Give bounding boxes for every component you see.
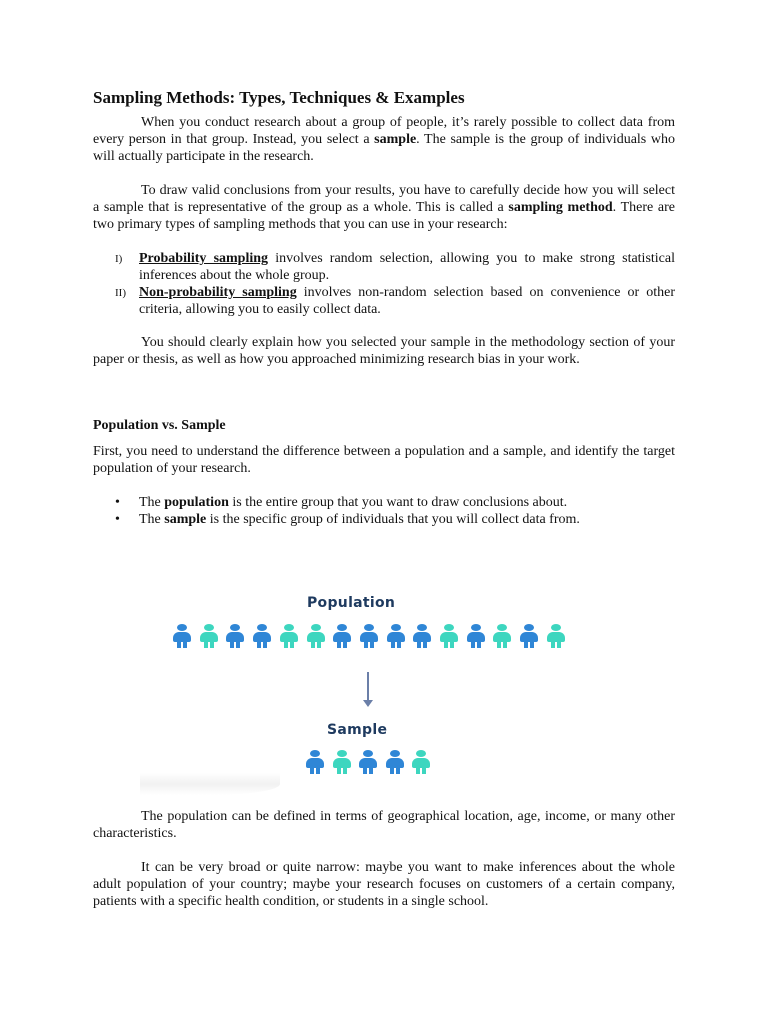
population-label: Population bbox=[307, 595, 396, 611]
list-item-text: involves random selection, allowing you to make strong statistical inferences about the whole group. bbox=[139, 251, 675, 283]
intro2-text-end: . There are two primary types of sampling methods that you can use in your research: bbox=[93, 200, 675, 232]
bullet-text: is the entire group that you want to draw conclusions about. bbox=[228, 495, 568, 510]
bullet-prefix: The bbox=[139, 495, 165, 510]
list-marker: I) bbox=[115, 253, 123, 265]
sample-term: sample bbox=[164, 512, 207, 527]
definition-list bbox=[93, 494, 675, 528]
sample-term: sample bbox=[374, 132, 417, 147]
population-term: population bbox=[164, 495, 229, 510]
intro-paragraph-1 bbox=[93, 114, 675, 165]
person-icon bbox=[280, 624, 298, 650]
sampling-method-term: sampling method bbox=[508, 200, 613, 215]
list-item-probability bbox=[93, 250, 675, 284]
person-icon bbox=[333, 624, 351, 650]
person-icon bbox=[333, 750, 351, 776]
person-icon bbox=[412, 750, 430, 776]
person-icon bbox=[359, 750, 377, 776]
population-sample-figure bbox=[140, 588, 580, 793]
person-icon bbox=[306, 750, 324, 776]
sampling-methods-list bbox=[93, 250, 675, 318]
population-scope-paragraph: It can be very broad or quite narrow: maybe you want to make inferences about the whole adult population of your country; maybe your research focuses on customers of a certain company, patients with a specific health condition, or students in a single school. bbox=[93, 860, 675, 909]
intro2-text: To draw valid conclusions from your results, you have to carefully decide how you will select a sample that is representative of the group as a whole. This is called a bbox=[93, 183, 675, 215]
document-title: Sampling Methods: Types, Techniques & Examples bbox=[93, 88, 465, 107]
population-definition-paragraph: The population can be defined in terms of geographical location, age, income, or many other characteristics. bbox=[93, 809, 675, 841]
bullet-icon: • bbox=[115, 512, 120, 527]
intro-paragraph-2 bbox=[93, 182, 675, 233]
bullet-text: is the specific group of individuals that you will collect data from. bbox=[206, 512, 580, 527]
figure-shadow bbox=[140, 773, 280, 795]
bullet-icon: • bbox=[115, 495, 120, 510]
person-icon bbox=[253, 624, 271, 650]
closing-paragraph: You should clearly explain how you selected your sample in the methodology section of your paper or thesis, as well as how you approached minimizing research bias in your work. bbox=[93, 335, 675, 367]
intro-text: When you conduct research about a group of people, it’s rarely possible to collect data from every person in that group. Instead, you select a bbox=[93, 115, 675, 147]
list-marker: II) bbox=[115, 287, 126, 299]
list-item-population bbox=[93, 494, 675, 511]
list-item-sample bbox=[93, 511, 675, 528]
list-item-non-probability bbox=[93, 284, 675, 318]
arrow-down-icon bbox=[361, 672, 375, 708]
non-probability-sampling-link[interactable]: Non-probability sampling bbox=[139, 285, 297, 300]
person-icon bbox=[307, 624, 325, 650]
person-icon bbox=[386, 750, 404, 776]
person-icon bbox=[440, 624, 458, 650]
person-icon bbox=[493, 624, 511, 650]
person-icon bbox=[413, 624, 431, 650]
person-icon bbox=[226, 624, 244, 650]
probability-sampling-link[interactable]: Probability sampling bbox=[139, 251, 269, 266]
intro-text-end: . The sample is the group of individuals who will actually participate in the research. bbox=[93, 132, 675, 164]
person-icon bbox=[547, 624, 565, 650]
person-icon bbox=[200, 624, 218, 650]
person-icon bbox=[173, 624, 191, 650]
section-intro: First, you need to understand the difference between a population and a sample, and identify the target population of your research. bbox=[93, 444, 675, 476]
sample-label: Sample bbox=[327, 722, 388, 738]
person-icon bbox=[520, 624, 538, 650]
person-icon bbox=[360, 624, 378, 650]
bullet-prefix: The bbox=[139, 512, 165, 527]
section-heading: Population vs. Sample bbox=[93, 418, 226, 433]
person-icon bbox=[467, 624, 485, 650]
person-icon bbox=[387, 624, 405, 650]
list-item-text: involves non-random selection based on convenience or other criteria, allowing you to easily collect data. bbox=[139, 285, 676, 317]
